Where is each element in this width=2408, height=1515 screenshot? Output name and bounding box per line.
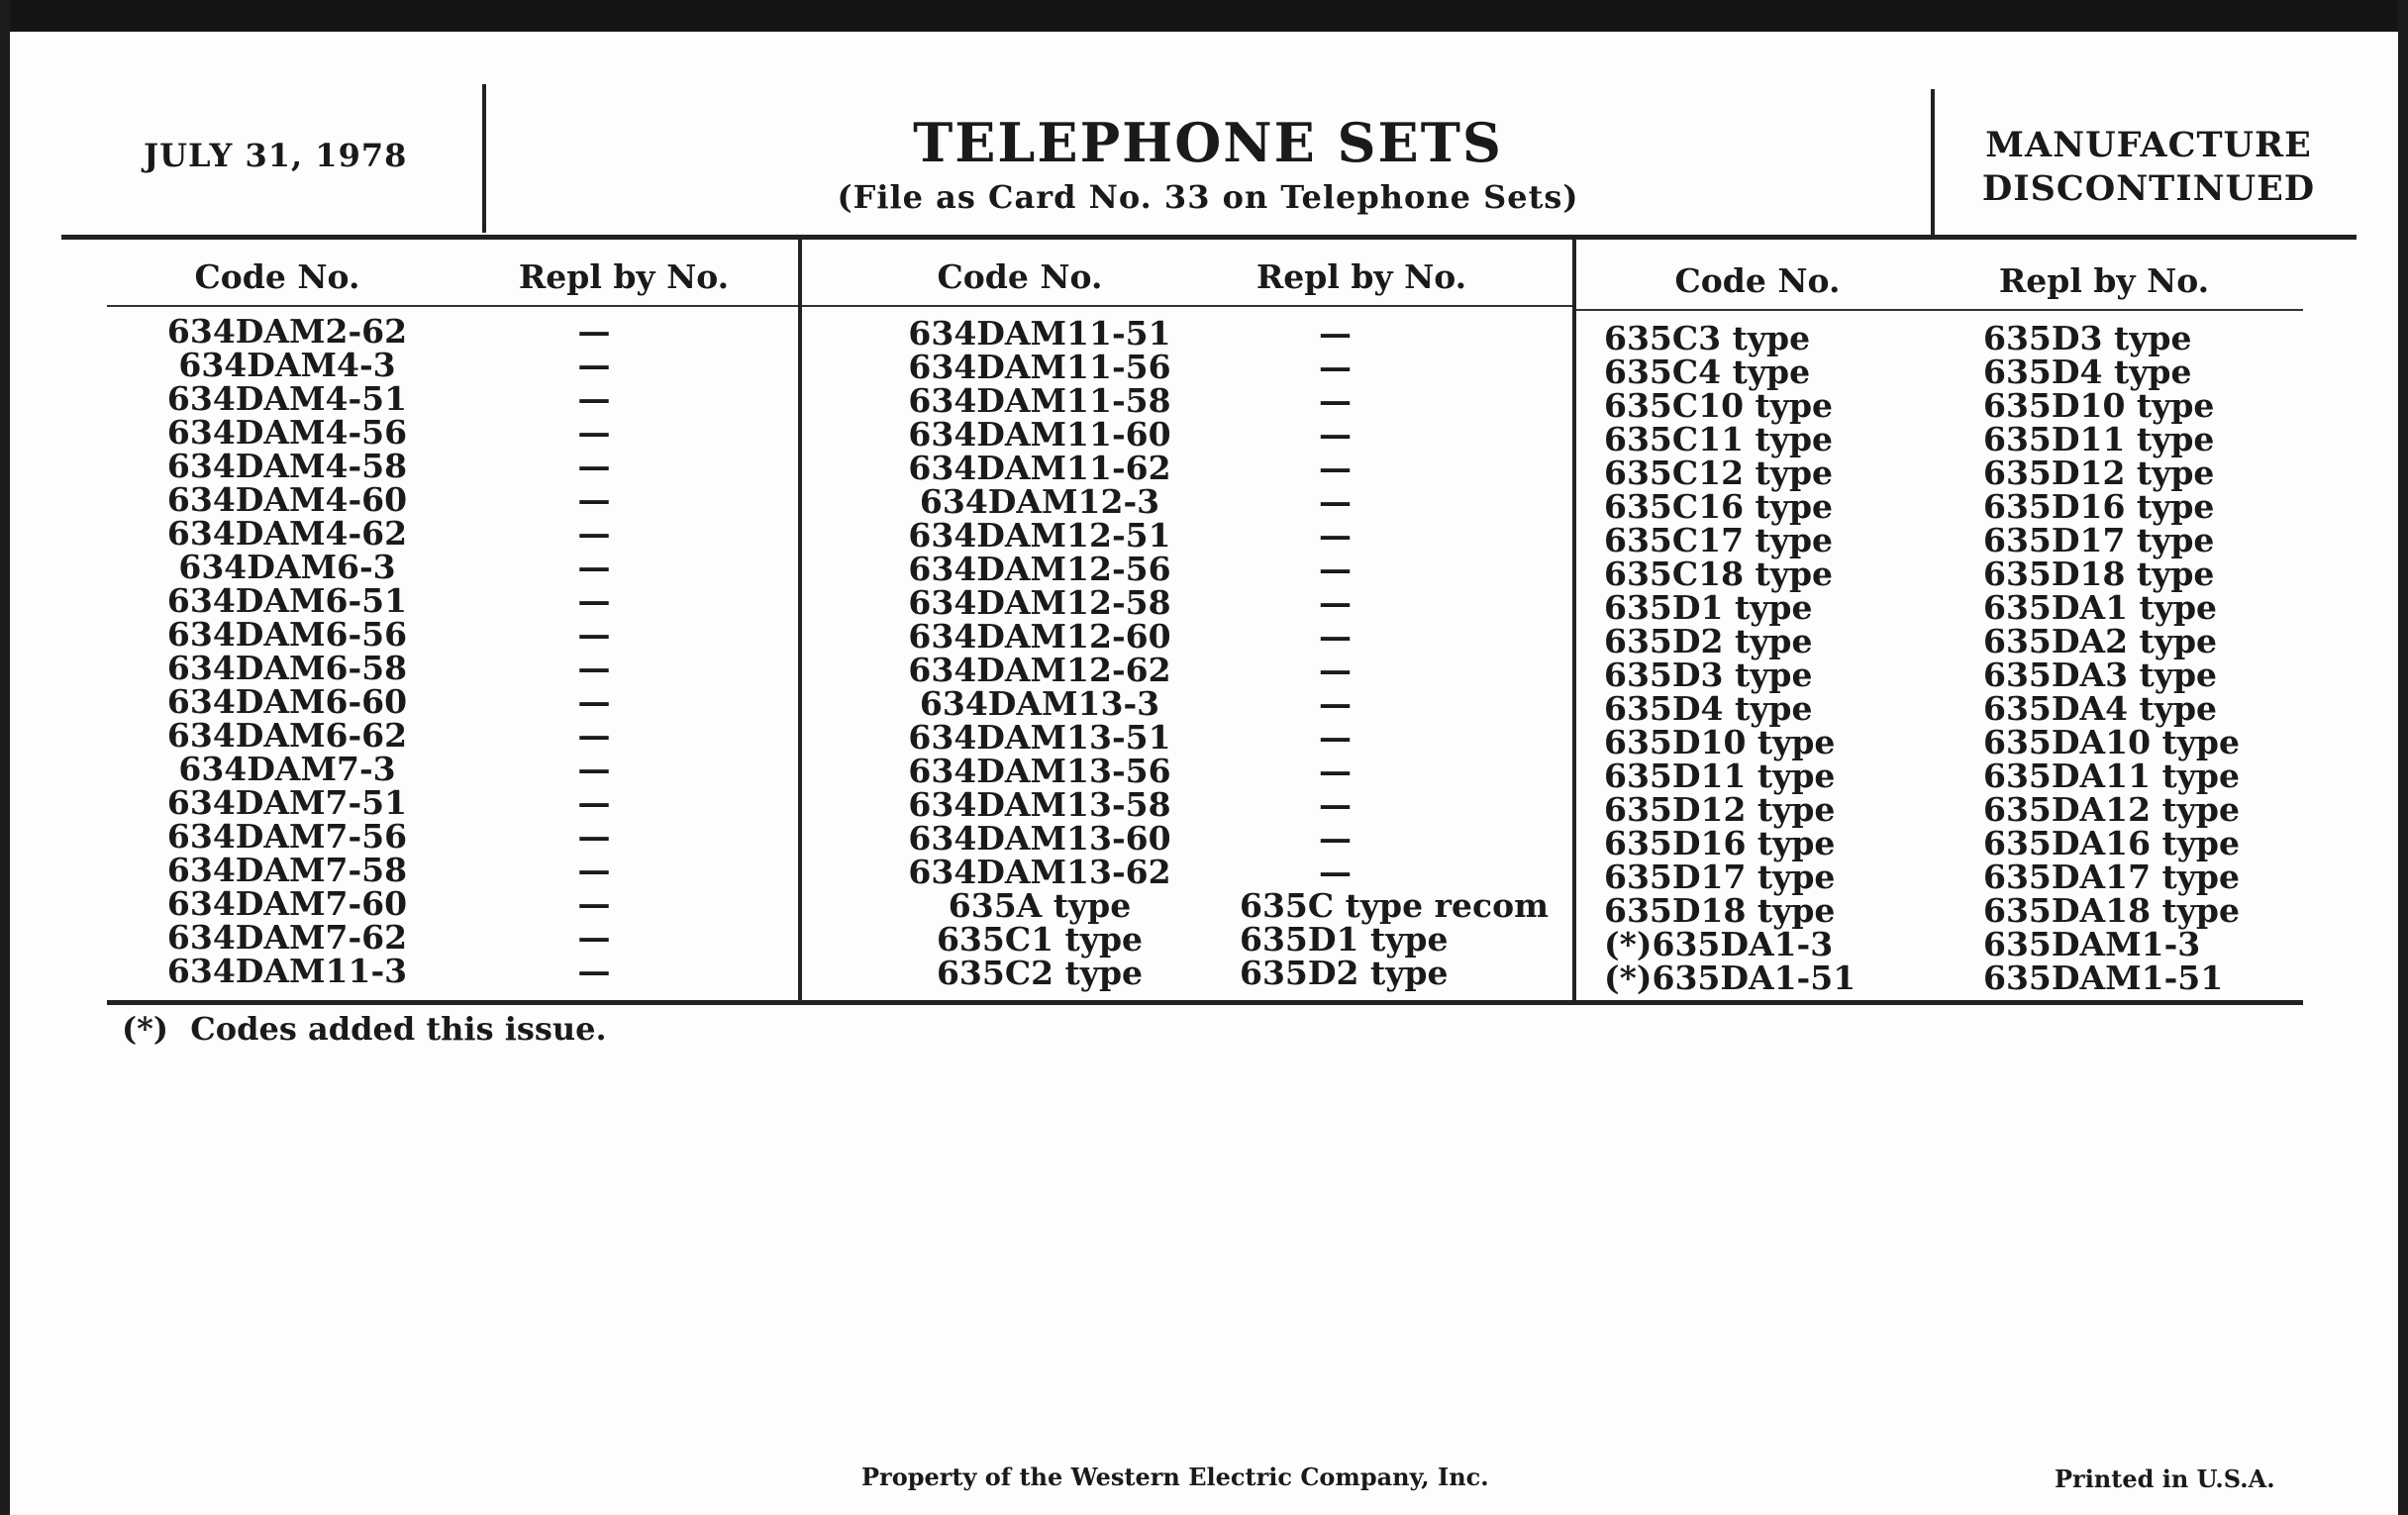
- code-cell: 634DAM4-51: [166, 379, 408, 418]
- repl-cell: 635D12 type: [1983, 454, 2215, 492]
- code-cell: 635C10 type: [1604, 386, 1834, 425]
- repl-cell: —: [1319, 785, 1352, 824]
- repl-cell: —: [1319, 381, 1352, 420]
- issue-date: JULY 31, 1978: [144, 137, 408, 174]
- code-cell: 634DAM6-58: [166, 649, 408, 687]
- repl-cell: 635D11 type: [1983, 420, 2215, 458]
- header-divider-right: [1931, 89, 1935, 240]
- column-3-repl-list: [1983, 319, 2300, 997]
- code-cell: 635C1 type: [936, 920, 1144, 959]
- repl-cell: 635DA4 type: [1983, 689, 2218, 728]
- code-cell: 634DAM4-58: [166, 447, 408, 485]
- scan-top-border: [0, 0, 2408, 32]
- code-cell: 634DAM7-62: [166, 918, 408, 957]
- repl-cell: —: [577, 884, 611, 923]
- code-cell: 634DAM11-51: [908, 314, 1171, 353]
- code-cell: 635D18 type: [1604, 891, 1836, 930]
- repl-cell: —: [577, 581, 611, 620]
- code-cell: 635D1 type: [1604, 588, 1813, 627]
- code-cell: 635C3 type: [1604, 319, 1811, 357]
- code-cell: 634DAM13-60: [908, 819, 1171, 858]
- repl-cell: —: [577, 716, 611, 755]
- code-cell: 634DAM11-60: [908, 415, 1171, 454]
- code-cell: 634DAM13-3: [919, 684, 1160, 723]
- code-cell: 634DAM7-51: [166, 783, 408, 822]
- code-cell: 634DAM2-62: [166, 312, 408, 351]
- code-cell: (*)635DA1-3: [1604, 925, 1834, 963]
- repl-cell: —: [577, 447, 611, 485]
- code-cell: 634DAM4-62: [166, 514, 408, 553]
- column-3-code-list: [1604, 319, 1921, 997]
- repl-cell: 635DA16 type: [1983, 824, 2241, 862]
- repl-cell: —: [577, 649, 611, 687]
- code-cell: 634DAM4-56: [166, 413, 408, 452]
- repl-cell: —: [1319, 651, 1352, 689]
- repl-cell: 635DA3 type: [1983, 656, 2218, 694]
- code-cell: 634DAM11-3: [166, 952, 408, 990]
- code-cell: 634DAM11-62: [908, 449, 1171, 487]
- bottom-rule: [107, 1000, 2303, 1005]
- repl-cell: 635D10 type: [1983, 386, 2215, 425]
- repl-cell: —: [1319, 314, 1352, 353]
- repl-cell: 635DA18 type: [1983, 891, 2241, 930]
- repl-cell: 635C type recom: [1240, 886, 1550, 925]
- repl-cell: 635D18 type: [1983, 555, 2215, 593]
- code-cell: 634DAM12-56: [908, 550, 1171, 588]
- column-1-code-list: [149, 312, 426, 990]
- column-2-code-header: Code No.: [937, 257, 1103, 296]
- header-divider-left: [482, 84, 486, 233]
- repl-cell: —: [1319, 516, 1352, 555]
- printed-notice: Printed in U.S.A.: [2055, 1464, 2275, 1493]
- column-2-header-rule: [802, 305, 1572, 307]
- code-cell: 635C16 type: [1604, 487, 1834, 526]
- code-cell: 634DAM13-62: [908, 853, 1171, 891]
- code-cell: 634DAM7-58: [166, 851, 408, 889]
- code-cell: 634DAM6-62: [166, 716, 408, 755]
- repl-cell: 635DA11 type: [1983, 757, 2241, 795]
- status-label: [1936, 124, 2361, 211]
- code-cell: 634DAM12-62: [908, 651, 1171, 689]
- column-2-repl-list: [1240, 314, 1566, 992]
- repl-cell: —: [1319, 415, 1352, 454]
- code-cell: 634DAM12-58: [908, 583, 1171, 622]
- repl-cell: —: [577, 480, 611, 519]
- code-cell: 635A type: [948, 886, 1132, 925]
- repl-cell: 635DA17 type: [1983, 858, 2241, 896]
- repl-cell: —: [1319, 684, 1352, 723]
- code-cell: 635D4 type: [1604, 689, 1813, 728]
- repl-cell: 635DA2 type: [1983, 622, 2218, 660]
- code-cell: 635D3 type: [1604, 656, 1813, 694]
- repl-cell: 635DA1 type: [1983, 588, 2218, 627]
- scan-left-border: [0, 0, 10, 1515]
- repl-cell: —: [1319, 550, 1352, 588]
- repl-cell: 635DA10 type: [1983, 723, 2241, 761]
- code-cell: 635D10 type: [1604, 723, 1836, 761]
- footnote: (*) Codes added this issue.: [122, 1010, 607, 1048]
- repl-cell: —: [577, 918, 611, 957]
- code-cell: 635C11 type: [1604, 420, 1834, 458]
- repl-cell: —: [577, 413, 611, 452]
- repl-cell: 635D2 type: [1240, 954, 1449, 992]
- code-cell: 634DAM11-58: [908, 381, 1171, 420]
- code-cell: 634DAM6-60: [166, 682, 408, 721]
- code-cell: 634DAM12-60: [908, 617, 1171, 656]
- repl-cell: —: [577, 615, 611, 654]
- repl-cell: —: [577, 851, 611, 889]
- repl-cell: —: [1319, 617, 1352, 656]
- repl-cell: —: [1319, 718, 1352, 757]
- code-cell: 634DAM12-3: [919, 482, 1160, 521]
- code-cell: 635D17 type: [1604, 858, 1836, 896]
- repl-cell: —: [1319, 819, 1352, 858]
- code-cell: 634DAM6-51: [166, 581, 408, 620]
- repl-cell: —: [577, 312, 611, 351]
- repl-cell: 635D3 type: [1983, 319, 2192, 357]
- code-cell: 635C4 type: [1604, 353, 1811, 391]
- repl-cell: —: [1319, 482, 1352, 521]
- repl-cell: —: [577, 548, 611, 586]
- repl-cell: —: [577, 346, 611, 384]
- repl-cell: —: [1319, 752, 1352, 790]
- column-3-header-rule: [1576, 309, 2303, 311]
- repl-cell: 635DA12 type: [1983, 790, 2241, 829]
- column-1-repl-list: [515, 312, 673, 990]
- code-cell: 634DAM7-3: [178, 750, 396, 788]
- status-line-2: DISCONTINUED: [1981, 168, 2316, 209]
- code-cell: 634DAM4-60: [166, 480, 408, 519]
- code-cell: 635C17 type: [1604, 521, 1834, 559]
- repl-cell: 635DAM1-3: [1983, 925, 2201, 963]
- column-2-code-list: [886, 314, 1193, 992]
- repl-cell: —: [577, 379, 611, 418]
- page-subtitle: (File as Card No. 33 on Telephone Sets): [837, 178, 1579, 216]
- repl-cell: 635DAM1-51: [1983, 959, 2224, 997]
- column-3-repl-header: Repl by No.: [1998, 261, 2210, 300]
- code-cell: (*)635DA1-51: [1604, 959, 1856, 997]
- column-2-repl-header: Repl by No.: [1255, 257, 1467, 296]
- code-cell: 634DAM6-3: [178, 548, 396, 586]
- code-cell: 635D12 type: [1604, 790, 1836, 829]
- repl-cell: 635D17 type: [1983, 521, 2215, 559]
- code-cell: 634DAM7-56: [166, 817, 408, 856]
- repl-cell: —: [1319, 449, 1352, 487]
- code-cell: 635D16 type: [1604, 824, 1836, 862]
- column-divider-2: [1572, 238, 1576, 1002]
- column-divider-1: [798, 238, 802, 1002]
- code-cell: 635D11 type: [1604, 757, 1836, 795]
- property-notice: Property of the Western Electric Company, Inc.: [861, 1463, 1489, 1491]
- repl-cell: —: [577, 952, 611, 990]
- code-cell: 635C2 type: [936, 954, 1144, 992]
- column-1-header-rule: [107, 305, 798, 307]
- code-cell: 634DAM11-56: [908, 348, 1171, 386]
- scan-right-border: [2398, 0, 2408, 1515]
- status-line-1: MANUFACTURE: [1985, 125, 2312, 165]
- repl-cell: —: [577, 817, 611, 856]
- repl-cell: —: [577, 514, 611, 553]
- repl-cell: —: [1319, 348, 1352, 386]
- code-cell: 635C12 type: [1604, 454, 1834, 492]
- repl-cell: 635D1 type: [1240, 920, 1449, 959]
- page-title: TELEPHONE SETS: [913, 111, 1503, 174]
- code-cell: 634DAM13-56: [908, 752, 1171, 790]
- code-cell: 634DAM6-56: [166, 615, 408, 654]
- code-cell: 634DAM4-3: [178, 346, 396, 384]
- repl-cell: —: [1319, 853, 1352, 891]
- repl-cell: —: [1319, 583, 1352, 622]
- code-cell: 635C18 type: [1604, 555, 1834, 593]
- repl-cell: 635D16 type: [1983, 487, 2215, 526]
- top-rule: [61, 235, 2357, 240]
- column-1-code-header: Code No.: [194, 257, 360, 296]
- repl-cell: —: [577, 783, 611, 822]
- repl-cell: 635D4 type: [1983, 353, 2192, 391]
- column-3-code-header: Code No.: [1674, 261, 1841, 300]
- code-cell: 634DAM13-58: [908, 785, 1171, 824]
- code-cell: 634DAM12-51: [908, 516, 1171, 555]
- code-cell: 634DAM13-51: [908, 718, 1171, 757]
- code-cell: 635D2 type: [1604, 622, 1813, 660]
- code-cell: 634DAM7-60: [166, 884, 408, 923]
- repl-cell: —: [577, 750, 611, 788]
- repl-cell: —: [577, 682, 611, 721]
- column-1-repl-header: Repl by No.: [518, 257, 730, 296]
